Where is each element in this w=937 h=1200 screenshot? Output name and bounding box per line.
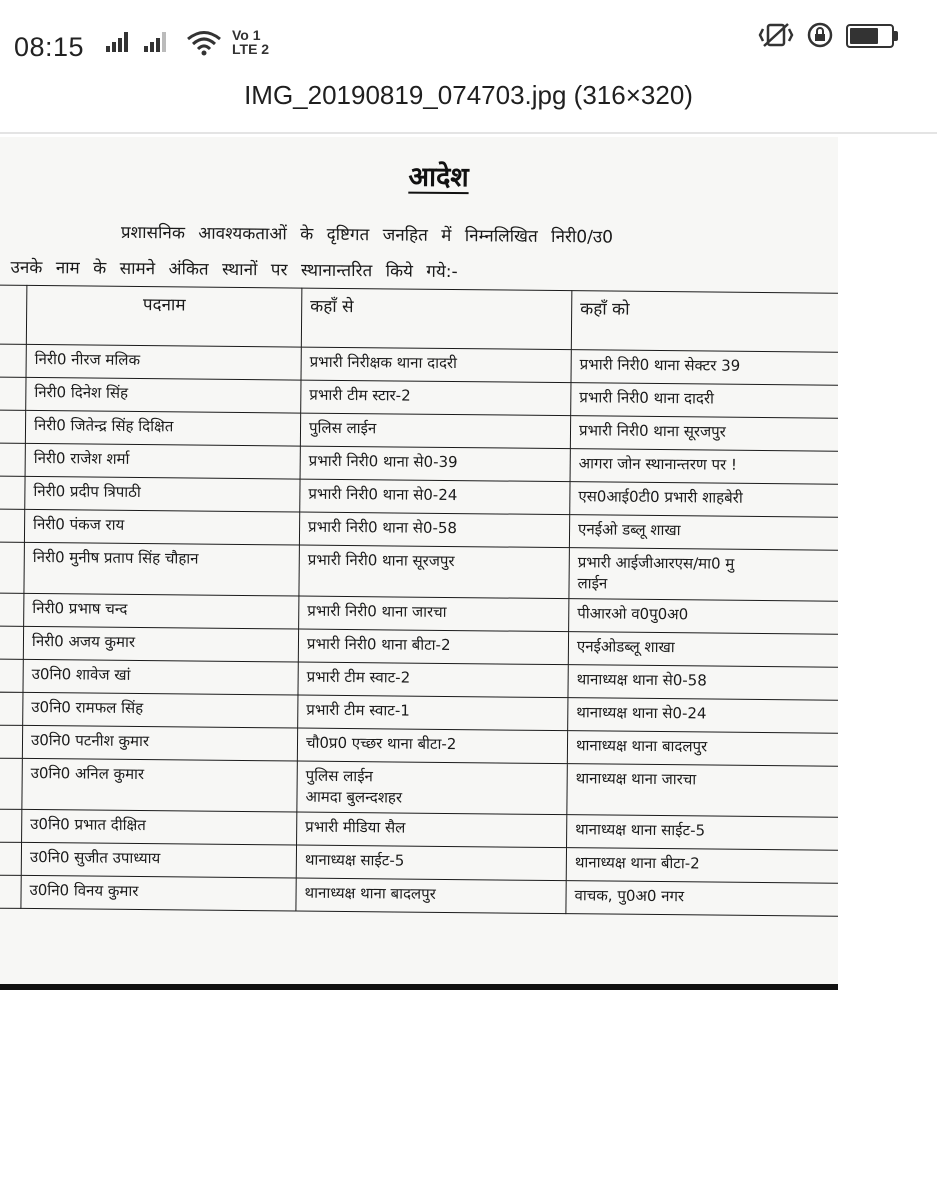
- from-cell: [300, 479, 570, 515]
- table-row: [0, 758, 838, 817]
- serial-cell: [0, 692, 23, 725]
- designation-cell: उ0नि0 पटनीश कुमार: [22, 725, 297, 761]
- transfer-table: [0, 285, 838, 917]
- status-bar: [0, 0, 937, 70]
- to-cell: [567, 764, 838, 818]
- battery-icon: [846, 24, 894, 48]
- to-line: लाईन: [577, 574, 608, 593]
- designation-cell: निरी0 अजय कुमार: [23, 626, 298, 662]
- from-cell: [301, 347, 571, 383]
- serial-cell: [0, 377, 26, 410]
- to-cell: [568, 698, 838, 734]
- designation-cell: निरी0 दिनेश सिंह: [26, 377, 301, 413]
- to-cell: [567, 731, 838, 767]
- volte-line-2: LTE 2: [232, 41, 270, 57]
- from-cell: [299, 512, 569, 548]
- to-line: थानाध्यक्ष थाना साईट-5: [575, 820, 706, 840]
- from-line: थानाध्यक्ष थाना बादलपुर: [304, 883, 436, 903]
- to-cell: [570, 449, 838, 485]
- document-bottom-edge: [0, 984, 838, 990]
- from-line: आमदा बुलन्दशहर: [305, 787, 403, 807]
- from-cell: [298, 695, 568, 731]
- to-line: थानाध्यक्ष थाना बादलपुर: [575, 736, 708, 756]
- to-cell: [569, 599, 838, 635]
- to-cell: [569, 548, 838, 602]
- to-line: एनईओ डब्लू शाखा: [577, 520, 681, 540]
- to-cell: [566, 848, 838, 884]
- to-line: थानाध्यक्ष थाना से0-58: [576, 670, 707, 690]
- column-header-to: कहाँ को: [571, 291, 838, 353]
- image-filename-title: IMG_20190819_074703.jpg (316×320): [244, 80, 693, 110]
- to-cell: [566, 881, 838, 917]
- designation-cell: निरी0 नीरज मलिक: [26, 344, 301, 380]
- designation-cell: निरी0 राजेश शर्मा: [25, 443, 300, 479]
- to-line: प्रभारी निरी0 थाना सेक्टर 39: [579, 355, 741, 375]
- from-line: प्रभारी निरी0 थाना बीटा-2: [306, 634, 451, 655]
- to-line: वाचक, पु0अ0 नगर: [574, 886, 685, 906]
- volte-line-1: Vo 1: [232, 27, 261, 43]
- from-line: चौ0प्र0 एच्छर थाना बीटा-2: [305, 733, 457, 754]
- order-intro-line-2: उनके नाम के सामने अंकित स्थानों पर स्थानान्तरित किये गये:-: [10, 257, 458, 283]
- from-cell: [297, 761, 567, 815]
- to-line: पीआरओ व0पु0अ0: [577, 604, 689, 624]
- table-body: [0, 344, 838, 916]
- battery-level-fill: [850, 28, 878, 44]
- serial-cell: [0, 542, 24, 593]
- designation-cell: निरी0 प्रदीप त्रिपाठी: [25, 476, 300, 512]
- serial-cell: [0, 758, 22, 809]
- serial-cell: [0, 476, 25, 509]
- from-cell: [300, 446, 570, 482]
- signal-strength-icon: [144, 32, 168, 52]
- from-cell: [298, 662, 568, 698]
- document-content: [0, 137, 838, 987]
- from-cell: [296, 878, 566, 914]
- volte-indicator: [232, 28, 269, 56]
- serial-cell: [0, 410, 26, 443]
- title-divider: [0, 132, 937, 134]
- to-line: एनईओडब्लू शाखा: [576, 637, 675, 657]
- to-line: प्रभारी निरी0 थाना दादरी: [579, 388, 715, 408]
- table-row: [0, 542, 838, 601]
- serial-cell: [0, 443, 25, 476]
- to-line: एस0आई0टी0 प्रभारी शाहबेरी: [578, 487, 743, 507]
- designation-cell: उ0नि0 रामफल सिंह: [23, 692, 298, 728]
- to-line: प्रभारी आईजीआरएस/मा0 मु: [577, 553, 735, 573]
- to-cell: [567, 815, 838, 851]
- serial-cell: [0, 626, 24, 659]
- from-line: प्रभारी निरीक्षक थाना दादरी: [309, 352, 458, 373]
- designation-cell: उ0नि0 प्रभात दीक्षित: [22, 809, 297, 845]
- to-cell: [568, 665, 838, 701]
- serial-cell: [0, 659, 23, 692]
- from-cell: [299, 545, 569, 599]
- to-line: आगरा जोन स्थानान्तरण पर !: [578, 454, 738, 474]
- serial-cell: [0, 593, 24, 626]
- rotation-lock-icon: [806, 22, 834, 52]
- column-header-serial: [0, 285, 27, 344]
- serial-cell: [0, 875, 21, 908]
- designation-cell: निरी0 जितेन्द्र सिंह दिक्षित: [25, 410, 300, 446]
- from-cell: [300, 413, 570, 449]
- to-line: थानाध्यक्ष थाना से0-24: [576, 703, 707, 723]
- battery-nub: [894, 31, 898, 41]
- from-line: प्रभारी निरी0 थाना जारचा: [307, 601, 447, 621]
- from-line: थानाध्यक्ष साईट-5: [304, 850, 405, 870]
- from-cell: [298, 629, 568, 665]
- to-line: थानाध्यक्ष थाना बीटा-2: [574, 853, 700, 873]
- from-cell: [299, 596, 569, 632]
- order-intro-line-1: प्रशासनिक आवश्यकताओं के दृष्टिगत जनहित में निम्नलिखित निरी0/उ0: [120, 222, 614, 248]
- signal-strength-icon: [106, 32, 130, 52]
- from-cell: [296, 845, 566, 881]
- status-time: 08:15: [14, 32, 85, 62]
- serial-cell: [0, 509, 25, 542]
- from-line: प्रभारी मीडिया सैल: [305, 817, 406, 837]
- column-header-designation: पदनाम: [26, 285, 302, 347]
- table-row: [0, 875, 838, 916]
- designation-cell: उ0नि0 शावेज खां: [23, 659, 298, 695]
- from-line: प्रभारी निरी0 थाना से0-39: [308, 451, 458, 472]
- serial-cell: [0, 725, 23, 758]
- from-line: प्रभारी निरी0 थाना से0-58: [308, 517, 458, 538]
- from-line: पुलिस लाईन: [305, 766, 374, 786]
- to-cell: [570, 482, 838, 518]
- to-line: थानाध्यक्ष थाना जारचा: [575, 769, 697, 789]
- to-cell: [571, 350, 838, 386]
- designation-cell: उ0नि0 अनिल कुमार: [22, 758, 297, 812]
- from-line: प्रभारी निरी0 थाना से0-24: [308, 484, 458, 505]
- from-line: प्रभारी टीम स्वाट-2: [306, 667, 411, 687]
- designation-cell: उ0नि0 विनय कुमार: [21, 875, 296, 911]
- column-header-from: कहाँ से: [301, 288, 572, 350]
- wifi-icon: [186, 30, 222, 60]
- designation-cell: निरी0 पंकज राय: [24, 509, 299, 545]
- from-line: प्रभारी निरी0 थाना सूरजपुर: [307, 550, 455, 571]
- order-heading: आदेश: [408, 161, 469, 194]
- to-cell: [570, 416, 838, 452]
- serial-cell: [0, 809, 22, 842]
- from-cell: [297, 728, 567, 764]
- from-line: प्रभारी टीम स्टार-2: [309, 385, 411, 405]
- serial-cell: [0, 344, 26, 377]
- document-image[interactable]: [0, 137, 838, 987]
- from-cell: [301, 380, 571, 416]
- designation-cell: निरी0 मुनीष प्रताप सिंह चौहान: [24, 542, 299, 596]
- from-cell: [297, 812, 567, 848]
- to-cell: [569, 515, 838, 551]
- to-cell: [568, 632, 838, 668]
- from-line: प्रभारी टीम स्वाट-1: [306, 700, 410, 720]
- serial-cell: [0, 842, 22, 875]
- from-line: पुलिस लाईन: [308, 418, 377, 438]
- to-line: प्रभारी निरी0 थाना सूरजपुर: [578, 421, 726, 441]
- to-cell: [571, 383, 838, 419]
- vibrate-icon: [756, 22, 796, 52]
- table-header-row: [0, 285, 838, 352]
- designation-cell: निरी0 प्रभाष चन्द: [24, 593, 299, 629]
- designation-cell: उ0नि0 सुजीत उपाध्याय: [21, 842, 296, 878]
